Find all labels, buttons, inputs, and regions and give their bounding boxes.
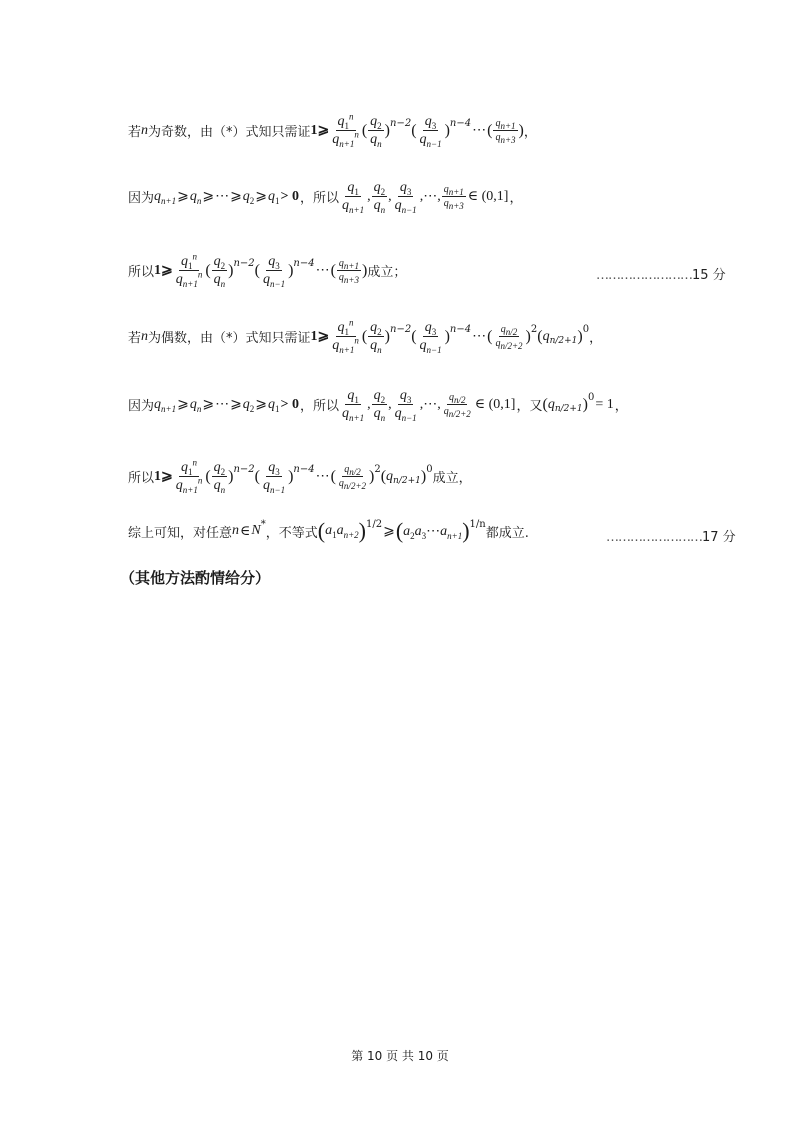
line-summary: 综上可知，对任意 n ∈ N * ，不等式 ( $a_1a_{n+2}$ ) 1/2 ⩾ ( $a_2a_3\cdots a_{n+1}$ ) 1/n 都成立. xyxy=(128,518,529,543)
fraction-q2-qn-e: $\frac{q_2}{q_n}$ xyxy=(373,388,386,424)
line-odd-because: 因为 $q_{n+1}$ ⩾ $q_n$ ⩾ ⋯ ⩾ $q_2$ ⩾ $q_1$ > 0 ，所以 $\frac{q_1}{q_{n+1}}$ , $\frac{q_2}{q_n}$ , $\frac{q_3}{q_{n-1}}$ , ⋯ , $\frac{q_{n+1}}{q_{n+3}}$ ∈ (0,1] ， xyxy=(128,180,523,216)
fraction-q3-qn-1-e: $\frac{q_3}{q_{n-1}}$ xyxy=(394,388,417,424)
fraction-q2-qn: $\frac{q_2}{q_n}$ xyxy=(370,114,382,150)
fraction-q3-qn-1-d: $\frac{q_3}{q_{n-1}}$ xyxy=(419,320,442,356)
fraction-even-last-e: $\frac{q_{n/2}}{q_{n/2+2}}$ xyxy=(443,392,471,420)
grading-note: （其他方法酌情给分） xyxy=(120,569,271,587)
fraction-q1n-qn1n-c: $\frac{q_1^n}{q_{n+1}^n}$ xyxy=(175,251,203,290)
fraction-odd-last-b: $\frac{q_{n+1}}{q_{n+3}}$ xyxy=(443,184,464,212)
fraction-q1n-qn1n: $\frac{q_1^n}{q_{n+1}^n}$ xyxy=(332,111,359,150)
var-n: n xyxy=(141,122,149,138)
line-odd-conclusion: 所以 1 ⩾ $\frac{q_1^n}{q_{n+1}^n}$ ( $\frac{q_2}{q_n}$ ) n−2 ( $\frac{q_3}{q_{n-1}}$ ) n−4 ⋯ ( $\frac{q_{n+1}}{q_{n+3}}$ ) 成立； xyxy=(128,251,407,290)
math-ge: ⩾ xyxy=(317,123,330,139)
fraction-q3-qn-1: $\frac{q_3}{q_{n-1}}$ xyxy=(419,114,442,150)
fraction-q2-qn-d: $\frac{q_2}{q_n}$ xyxy=(370,320,382,356)
fraction-q2-qn-b: $\frac{q_2}{q_n}$ xyxy=(373,180,386,216)
fraction-odd-last: $\frac{q_{n+1}}{q_{n+3}}$ xyxy=(495,118,516,146)
score-17: ……………………17 分 xyxy=(606,530,736,545)
fraction-q3-qn-1-f: $\frac{q_3}{q_{n-1}}$ xyxy=(263,460,286,496)
fraction-q3-qn-1-b: $\frac{q_3}{q_{n-1}}$ xyxy=(394,180,417,216)
text-if: 若 xyxy=(128,125,142,141)
fraction-q2-qn-f: $\frac{q_2}{q_n}$ xyxy=(213,460,226,496)
text-odd-condition: 为奇数，由（*）式知只需证 xyxy=(148,125,311,141)
score-15: ……………………15 分 xyxy=(596,268,726,283)
line-odd-case: 若 n 为奇数，由（*）式知只需证 1 ⩾ $\frac{q_1^n}{q_{n+1}^n}$ ( $\frac{q_2}{q_n}$ ) n−2 ( $\frac{q_3}{q_{n-1}}$ ) n−4 ⋯ ( $\frac{q_{n+1}}{q_{n+3}}$ ) ， xyxy=(128,111,537,150)
line-even-case: 若 n 为偶数，由（*）式知只需证 1 ⩾ $\frac{q_1^n}{q_{n+1}^n}$ ( $\frac{q_2}{q_n}$ ) n−2 ( $\frac{q_3}{q_{n-1}}$ ) n−4 ⋯ ( $\frac{q_{n/2}}{q_{n/2+2}}$ ) 2 ( q n/2+1 ) 0 ， xyxy=(128,317,603,356)
fraction-odd-last-c: $\frac{q_{n+1}}{q_{n+3}}$ xyxy=(338,258,359,286)
fraction-q2-qn-c: $\frac{q_2}{q_n}$ xyxy=(213,254,226,290)
fraction-q1-qn1: $\frac{q_1}{q_{n+1}}$ xyxy=(342,180,365,216)
text-so: ，所以 xyxy=(300,191,340,207)
fraction-q3-qn-1-c: $\frac{q_3}{q_{n-1}}$ xyxy=(263,254,286,290)
fraction-q1-qn1-e: $\frac{q_1}{q_{n+1}}$ xyxy=(342,388,365,424)
line-even-conclusion: 所以 1 ⩾ $\frac{q_1^n}{q_{n+1}^n}$ ( $\frac{q_2}{q_n}$ ) n−2 ( $\frac{q_3}{q_{n-1}}$ ) n−4 ⋯ ( $\frac{q_{n/2}}{q_{n/2+2}}$ ) 2 ( q n/2+1 ) 0 成立， xyxy=(128,457,472,496)
math-one: 1 xyxy=(310,122,318,138)
fraction-q1n-qn1n-f: $\frac{q_1^n}{q_{n+1}^n}$ xyxy=(175,457,203,496)
line-even-because: 因为 $q_{n+1}$ ⩾ $q_n$ ⩾ ⋯ ⩾ $q_2$ ⩾ $q_1$ > 0 ，所以 $\frac{q_1}{q_{n+1}}$ , $\frac{q_2}{q_n}$ , $\frac{q_3}{q_{n-1}}$ , ⋯ , $\frac{q_{n/2}}{q_{n/2+2}}$ ∈ (0,1] ，又 ( q n/2+1 ) 0 = 1 ， xyxy=(128,388,628,424)
page-footer: 第 10 页 共 10 页 xyxy=(351,1049,449,1063)
fraction-q1n-qn1n-d: $\frac{q_1^n}{q_{n+1}^n}$ xyxy=(332,317,359,356)
fraction-even-last: $\frac{q_{n/2}}{q_{n/2+2}}$ xyxy=(495,324,523,352)
text-because: 因为 xyxy=(128,191,155,207)
fraction-even-last-f: $\frac{q_{n/2}}{q_{n/2+2}}$ xyxy=(338,464,367,492)
